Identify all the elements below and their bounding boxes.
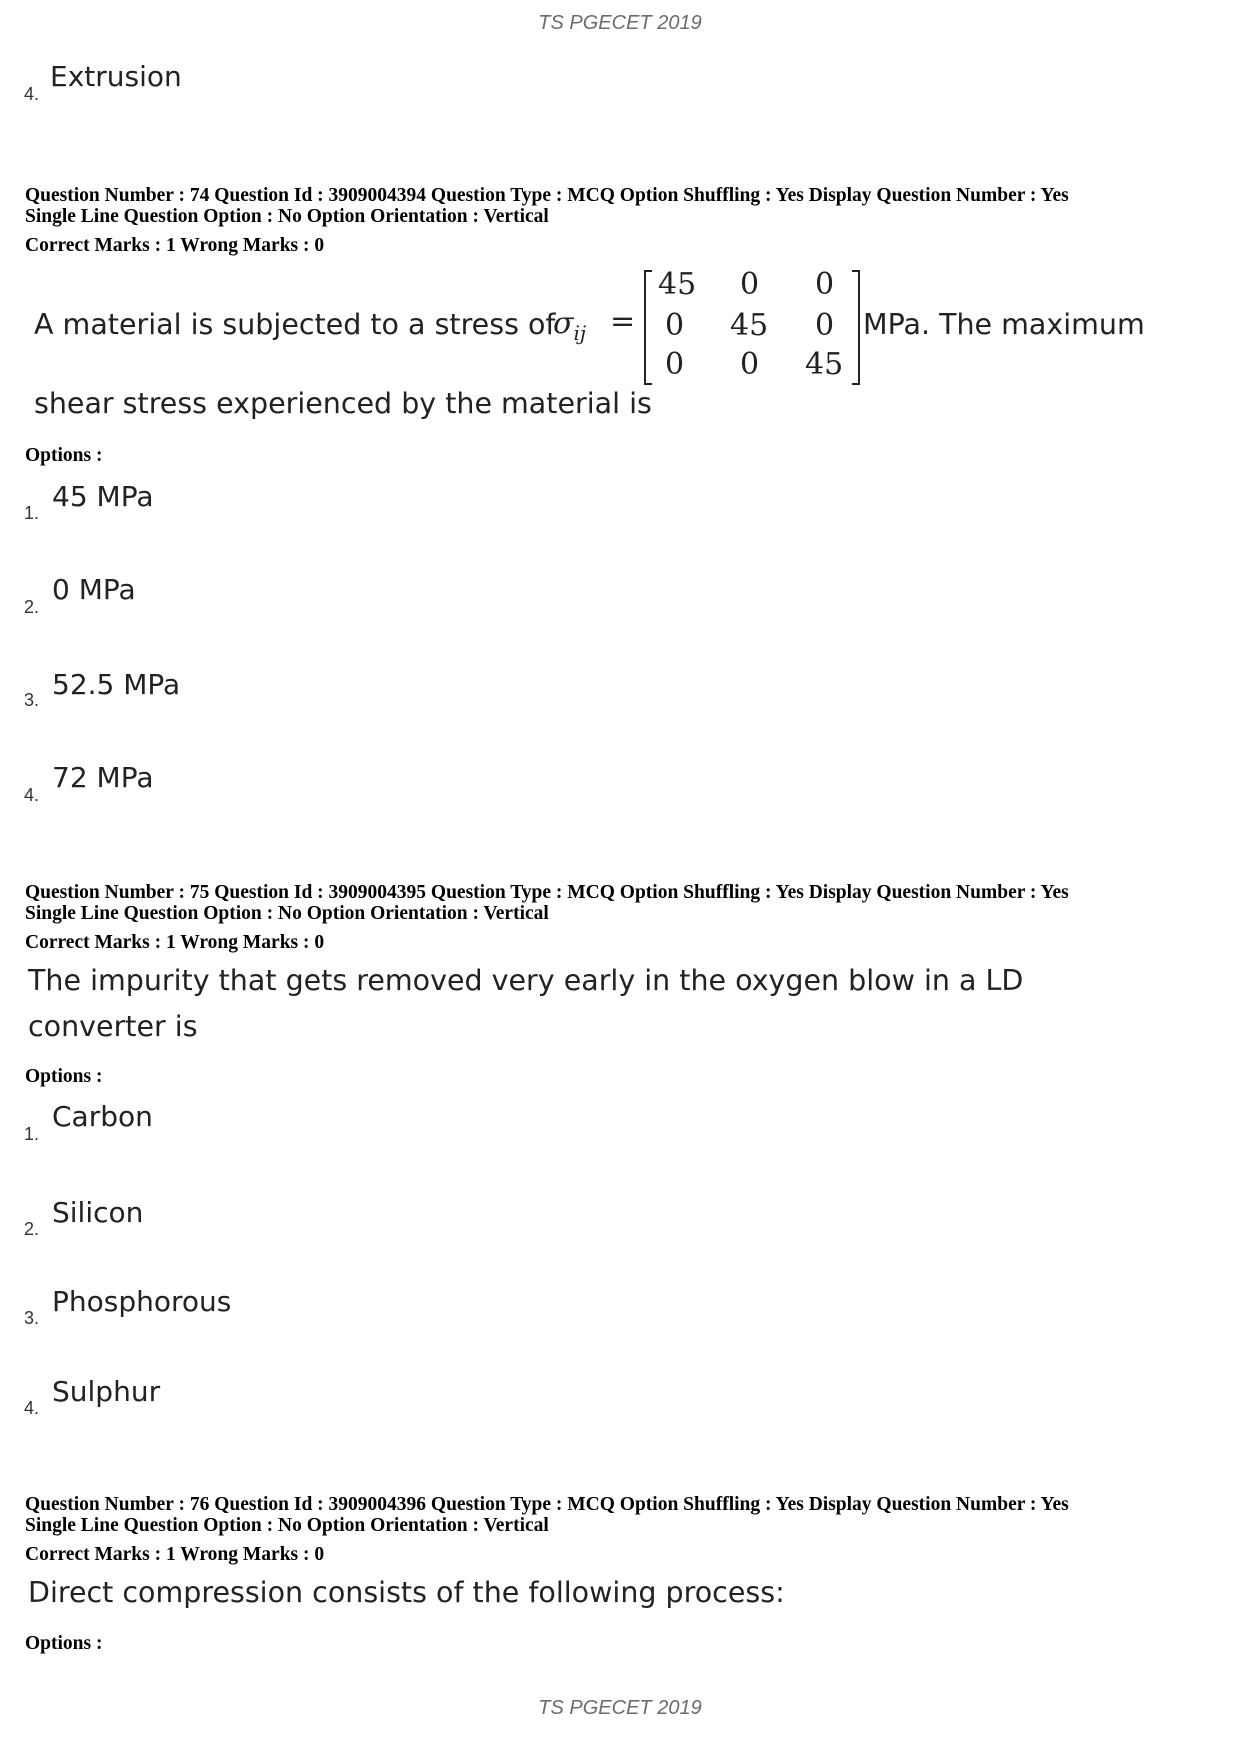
- matrix-cell: 0: [815, 267, 835, 302]
- question-meta-2: Single Line Question Option : No Option Orientation : Vertical: [25, 206, 549, 227]
- page-footer: TS PGECET 2019: [538, 1697, 702, 1719]
- marks-info: Correct Marks : 1 Wrong Marks : 0: [25, 1544, 325, 1565]
- right-bracket: [852, 271, 859, 384]
- question-text-line2: converter is: [28, 1010, 198, 1043]
- matrix-cell: 0: [815, 308, 835, 343]
- option-number: 4.: [24, 1398, 40, 1418]
- matrix-cell: 45: [658, 267, 697, 302]
- option-text: 72 MPa: [52, 761, 154, 794]
- options-label: Options :: [25, 1066, 103, 1087]
- question-meta-2: Single Line Question Option : No Option Orientation : Vertical: [25, 903, 549, 924]
- page-header: TS PGECET 2019: [538, 12, 702, 34]
- option-text: 45 MPa: [52, 480, 154, 513]
- matrix-cell: 0: [740, 347, 760, 382]
- question-meta: Question Number : 76 Question Id : 3909004396 Question Type : MCQ Option Shuffling : Yes Display Question Number : Yes: [25, 1494, 1069, 1515]
- question-meta: Question Number : 74 Question Id : 3909004394 Question Type : MCQ Option Shuffling : Yes Display Question Number : Yes: [25, 185, 1069, 206]
- question-text: The impurity that gets removed very early in the oxygen blow in a LD: [28, 964, 1024, 997]
- equals-sign: =: [610, 304, 636, 339]
- sigma-symbol: $\sigma_{ij}$: [553, 306, 587, 345]
- option-number: 1.: [24, 1124, 40, 1144]
- option-text: Extrusion: [50, 60, 182, 93]
- question-text: Direct compression consists of the following process:: [28, 1576, 785, 1609]
- question-text: A material is subjected to a stress of: [34, 308, 556, 341]
- option-number: 4.: [24, 84, 40, 104]
- option-number: 4.: [24, 785, 40, 805]
- question-meta: Question Number : 75 Question Id : 3909004395 Question Type : MCQ Option Shuffling : Yes Display Question Number : Yes: [25, 882, 1069, 903]
- option-number: 2.: [24, 1219, 40, 1239]
- question-text-line2: shear stress experienced by the material is: [34, 387, 652, 420]
- option-text: Silicon: [52, 1196, 144, 1229]
- option-text: Sulphur: [52, 1375, 161, 1408]
- options-label: Options :: [25, 445, 103, 466]
- question-text-cont: MPa. The maximum: [863, 308, 1145, 341]
- option-text: Carbon: [52, 1100, 153, 1133]
- left-bracket: [645, 271, 652, 384]
- options-label: Options :: [25, 1633, 103, 1654]
- option-text: 52.5 MPa: [52, 668, 181, 701]
- option-number: 1.: [24, 503, 40, 523]
- matrix-cell: 45: [730, 308, 769, 343]
- matrix-cell: 45: [805, 347, 844, 382]
- matrix-cell: 0: [740, 267, 760, 302]
- question-meta-2: Single Line Question Option : No Option Orientation : Vertical: [25, 1515, 549, 1536]
- option-number: 2.: [24, 597, 40, 617]
- marks-info: Correct Marks : 1 Wrong Marks : 0: [25, 235, 325, 256]
- matrix-cell: 0: [665, 308, 685, 343]
- option-number: 3.: [24, 690, 40, 710]
- option-text: 0 MPa: [52, 573, 136, 606]
- matrix-cell: 0: [665, 347, 685, 382]
- option-number: 3.: [24, 1308, 40, 1328]
- option-text: Phosphorous: [52, 1285, 232, 1318]
- marks-info: Correct Marks : 1 Wrong Marks : 0: [25, 932, 325, 953]
